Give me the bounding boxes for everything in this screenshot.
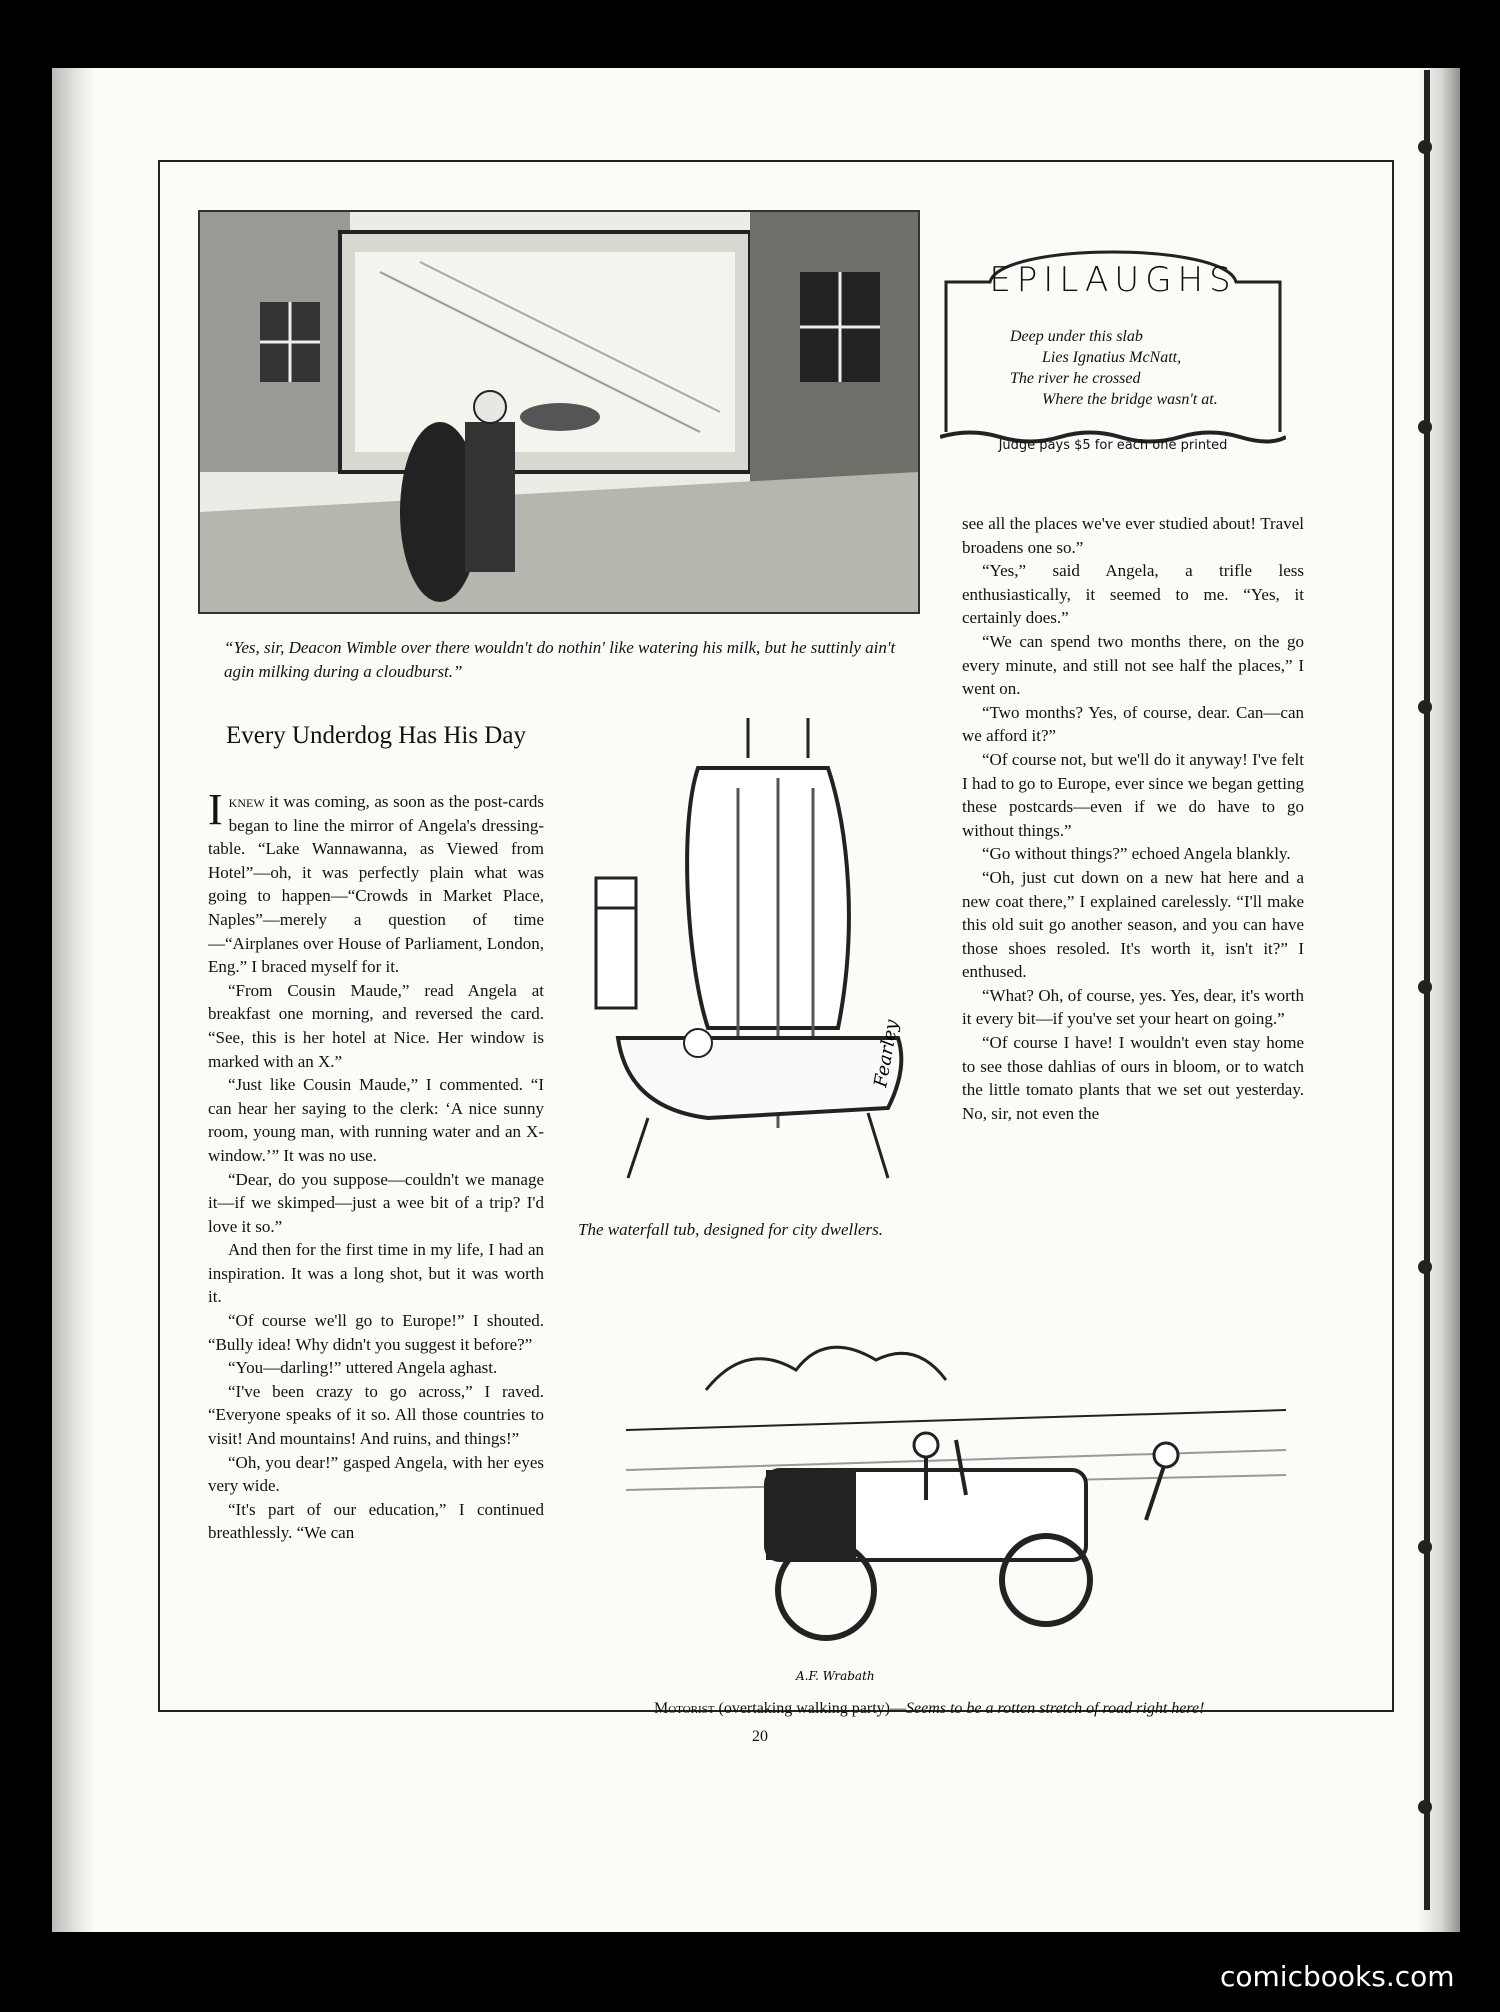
- page-number: 20: [752, 1728, 768, 1745]
- caption-quote: Seems to be a rotten stretch of road right here!: [905, 1700, 1205, 1717]
- caption-speaker: Motorist: [654, 1700, 715, 1717]
- story-paragraph: “You—darling!” uttered Angela aghast.: [228, 1358, 498, 1378]
- story-paragraph: “Dear, do you suppose—couldn't we manage it—if we skimped—just a wee bit of a trip? I'd love it so.”: [208, 1169, 544, 1236]
- story-paragraph: “From Cousin Maude,” read Angela at breakfast one morning, and reversed the card. “See, this is her hotel at Nice. Her window is marked with an X.”: [208, 980, 544, 1071]
- epitaph-verse: [1010, 326, 1218, 410]
- story-column-1: [208, 785, 544, 1545]
- story-paragraph: “Oh, just cut down on a new hat here and a new coat there,” I explained carelessly. “I'll make this old suit go another season, and you can have those shoes resoled. It's worth it, isn't it?” I enthused.: [962, 867, 1304, 982]
- epilaughs-title: EPILAUGHS: [989, 260, 1237, 300]
- story-title: Every Underdog Has His Day: [226, 722, 526, 749]
- motorist-caption: [654, 1698, 1294, 1720]
- binding-stitch: [1418, 420, 1432, 434]
- site-watermark: comicbooks.com: [1220, 1960, 1455, 1993]
- binding-stitch: [1418, 980, 1432, 994]
- epilaughs-box: [940, 232, 1286, 470]
- waterfall-tub-caption: The waterfall tub, designed for city dwellers.: [578, 1220, 884, 1239]
- page-gutter: [52, 68, 94, 1932]
- story-paragraph: “It's part of our education,” I continued breathlessly. “We can: [208, 1499, 544, 1543]
- story-paragraph: And then for the first time in my life, I had an inspiration. It was a long shot, but it was worth it.: [208, 1240, 544, 1307]
- story-column-2: [962, 512, 1304, 1125]
- verse-line: Where the bridge wasn't at.: [1042, 391, 1218, 408]
- motorist-cartoon: [626, 1300, 1286, 1700]
- binding-stitch: [1418, 700, 1432, 714]
- story-paragraph: “Go without things?” echoed Angela blankly.: [982, 844, 1291, 864]
- artist-signature: A.F. Wrabath: [796, 1669, 875, 1683]
- verse-line: Deep under this slab: [1010, 328, 1143, 345]
- story-paragraph: “Yes,” said Angela, a trifle less enthusiastically, it seemed to me. “Yes, it certainly does.”: [962, 561, 1304, 628]
- motorist-drawing: [626, 1300, 1286, 1700]
- artist-signature: Fearley: [870, 1018, 903, 1089]
- waterfall-tub-drawing: [588, 708, 928, 1218]
- binding-stitch: [1418, 1800, 1432, 1814]
- story-paragraph: “Of course we'll go to Europe!” I shouted. “Bully idea! Why didn't you suggest it before?”: [208, 1311, 544, 1354]
- story-paragraph: [208, 785, 544, 979]
- story-paragraph: “We can spend two months there, on the go every minute, and still not see half the places,” I went on.: [962, 631, 1304, 699]
- binding-stitch: [1418, 1260, 1432, 1274]
- story-paragraph: “Of course I have! I wouldn't even stay home to see those dahlias of ours in bloom, or to watch the little tomato plants that we set out yesterday. No, sir, not even the: [962, 1033, 1304, 1123]
- milk-shop-caption: “Yes, sir, Deacon Wimble over there wouldn't do nothin' like watering his milk, but he suttinly ain't agin milking during a cloudburst.”: [224, 638, 896, 681]
- epilaughs-footer: Judge pays $5 for each one printed: [998, 438, 1228, 453]
- paragraph-text: it was coming, as soon as the post-cards began to line the mirror of Angela's dressing-table. “Lake Wannawanna, as Viewed from Hotel”—oh, it was perfectly plain what was going to happen—“Crowds in Market Place, Naples”—merely a question of time —“Airplanes over House of Parliament, London, Eng.” I braced myself for it.: [208, 792, 544, 977]
- story-paragraph: see all the places we've ever studied about! Travel broadens one so.”: [962, 514, 1304, 557]
- milk-shop-drawing: [200, 212, 918, 612]
- binding-stitch: [1418, 140, 1432, 154]
- verse-line: Lies Ignatius McNatt,: [1042, 349, 1182, 366]
- binding-stitch: [1418, 1540, 1432, 1554]
- story-paragraph: “Of course not, but we'll do it anyway! I've felt I had to go to Europe, ever since we began getting these postcards—even if we do have to go without things.”: [962, 749, 1304, 840]
- caption-stage-direction: (overtaking walking party)—: [714, 1700, 906, 1717]
- story-paragraph: “I've been crazy to go across,” I raved. “Everyone speaks of it so. All those countries to visit! And mountains! And ruins, and things!”: [208, 1381, 544, 1449]
- story-paragraph: “What? Oh, of course, yes. Yes, dear, it's worth it every bit—if you've set your heart on going.”: [962, 985, 1304, 1029]
- opening-word: knew: [228, 792, 265, 811]
- drop-cap: I: [208, 785, 223, 834]
- verse-line: The river he crossed: [1010, 370, 1141, 387]
- waterfall-tub-cartoon: [588, 708, 928, 1218]
- milk-shop-cartoon: [198, 210, 920, 614]
- story-paragraph: “Two months? Yes, of course, dear. Can—can we afford it?”: [962, 702, 1304, 746]
- story-paragraph: “Oh, you dear!” gasped Angela, with her eyes very wide.: [208, 1452, 544, 1496]
- story-paragraph: “Just like Cousin Maude,” I commented. “I can hear her saying to the clerk: ‘A nice sunny room, young man, with running water and an X-window.’” It was no use.: [208, 1075, 544, 1165]
